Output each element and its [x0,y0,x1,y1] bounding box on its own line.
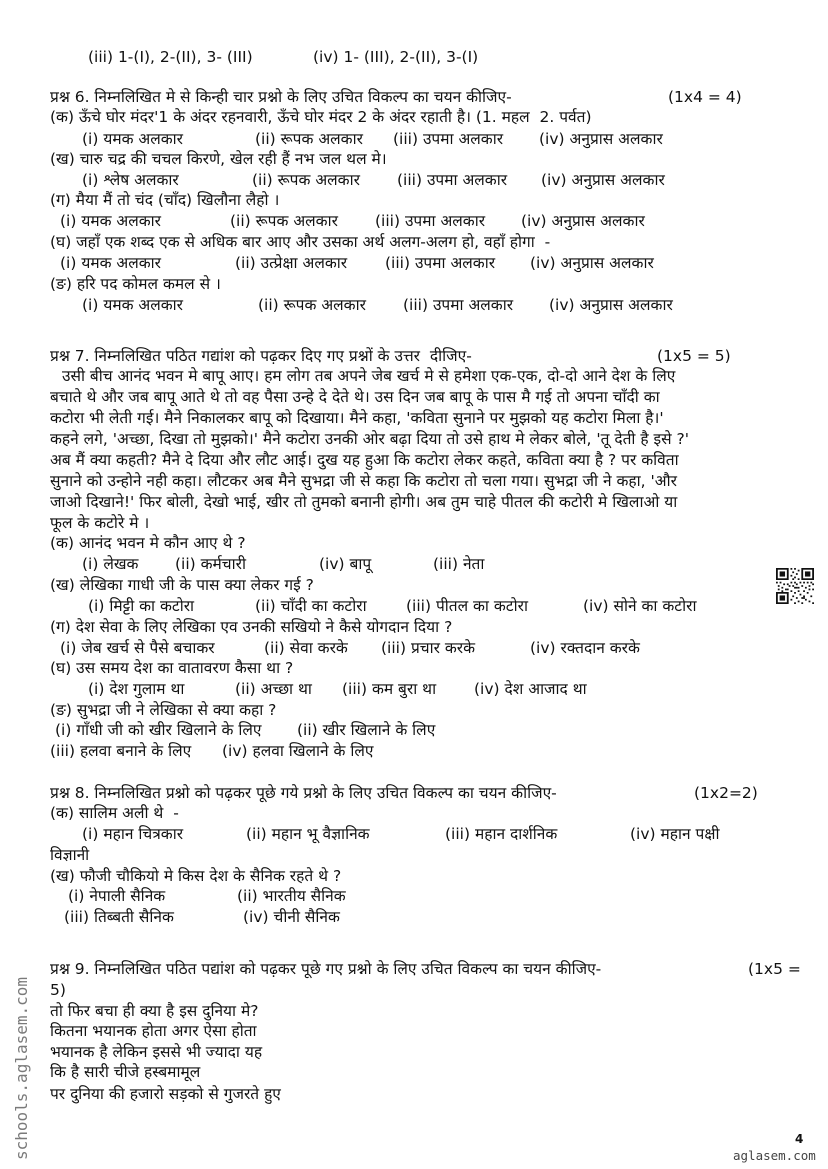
answer-option: (iii) महान दार्शनिक [445,825,558,843]
marks-label: (1x4 = 4) [668,88,742,106]
answer-option: (ii) खीर खिलाने के लिए [297,721,436,739]
answer-option: (iv) 1- (III), 2-(II), 3-(I) [313,48,479,66]
answer-option: (ii) अच्छा था [235,680,312,698]
answer-option: (iii) उपमा अलकार [393,130,504,148]
answer-option: (i) यमक अलकार [60,254,162,272]
answer-option: (iii) उपमा अलकार [385,254,496,272]
answer-option: (iv) अनुप्रास अलकार [539,130,663,148]
question-stem: (क) ऊँचे घोर मंदर'1 के अंदर रहनवारी, ऊँचे घोर मंदर 2 के अंदर रहाती है। (1. महल 2. पर्वत) [50,108,592,126]
answer-option: (i) यमक अलकार [82,130,184,148]
answer-option: (ii) रूपक अलकार [258,296,366,314]
poem-line: कि है सारी चीजे हस्बमामूल [50,1063,201,1081]
passage-line: कहने लगे, 'अच्छा, दिखा तो मुझको।' मैने कटोरा उनकी ओर बढ़ा दिया तो उसे हाथ मे लेकर बोले, 'तू देती है इसे ?' [50,430,690,448]
answer-option: (iv) रक्तदान करके [530,639,640,657]
passage-line: कटोरा भी लेती गई। मैने निकालकर बापू को दिखाया। मैने कहा, 'कविता सुनाने पर मुझको यह कटोरा मिला है।' [50,409,664,427]
answer-option: (iii) उपमा अलकार [397,171,508,189]
passage-line: बचाते थे और जब बापू आते थे तो वह पैसा उन्हे दे देते थे। उस दिन जब बापू के पास मै गई तो अपना चाँदी का [50,388,660,406]
answer-option: (iii) पीतल का कटोरा [406,597,528,615]
question-stem: (घ) जहाँ एक शब्द एक से अधिक बार आए और उसका अर्थ अलग-अलग हो, वहाँ होगा - [50,233,551,251]
answer-option: (ii) कर्मचारी [175,555,247,573]
answer-option: (i) यमक अलकार [60,212,162,230]
answer-option: (i) श्लेष अलकार [82,171,179,189]
answer-option: (iv) महान पक्षी [630,825,720,843]
question-stem: (ख) फौजी चौकियो मे किस देश के सैनिक रहते थे ? [50,867,342,885]
poem-line: भयानक है लेकिन इससे भी ज्यादा यह [50,1043,263,1061]
answer-option: (iv) सोने का कटोरा [583,597,697,615]
question-stem: (ङ) हरि पद कोमल कमल से । [50,275,221,293]
answer-option: (iii) नेता [433,555,485,573]
question-title: प्रश्न 6. निम्नलिखित मे से किन्ही चार प्रश्नो के लिए उचित विकल्प का चयन कीजिए- [50,88,512,106]
answer-option: (iv) अनुप्रास अलकार [530,254,654,272]
question-stem: (क) आनंद भवन मे कौन आए थे ? [50,534,246,552]
answer-option: (ii) उत्प्रेक्षा अलकार [235,254,348,272]
answer-option: (i) नेपाली सैनिक [68,887,166,905]
answer-option: (ii) महान भू वैज्ञानिक [246,825,370,843]
answer-option: (iv) हलवा खिलाने के लिए [222,742,374,760]
answer-option: (iii) हलवा बनाने के लिए [50,742,192,760]
marks-label: (1x2=2) [694,784,758,802]
answer-option: (iii) तिब्बती सैनिक [64,908,174,926]
passage-line: उसी बीच आनंद भवन मे बापू आए। हम लोग तब अपने जेब खर्च मे से हमेशा एक-एक, दो-दो आने देश के लिए [62,367,676,385]
answer-option: (ii) सेवा करके [264,639,348,657]
footer-site: aglasem.com [733,1148,816,1163]
passage-line: अब मैं क्या कहती? मैने दे दिया और लौट आई। दुख यह हुआ कि कटोरा लेकर कहते, कविता क्या है ? पर कविता [50,451,679,469]
answer-option-continuation: विज्ञानी [50,846,90,864]
passage-line: सुनाने को उन्होने नही कहा। लौटकर अब मैने सुभद्रा जी से कहा कि कटोरा तो चला गया। सुभद्रा जी ने कहा, 'और [50,472,677,490]
question-title: प्रश्न 9. निम्नलिखित पठित पद्यांश को पढ़कर पूछे गए प्रश्नो के लिए उचित विकल्प का चयन कीजिए- [50,960,602,978]
qr-code-icon [776,568,814,604]
poem-line: पर दुनिया की हजारो सड़को से गुजरते हुए [50,1085,281,1103]
answer-option: (ii) भारतीय सैनिक [237,887,346,905]
marks-label-continuation: 5) [50,981,66,999]
page-number: 4 [795,1132,804,1146]
answer-option: (i) यमक अलकार [82,296,184,314]
answer-option: (i) महान चित्रकार [82,825,184,843]
question-stem: (घ) उस समय देश का वातावरण कैसा था ? [50,659,294,677]
answer-option: (iv) चीनी सैनिक [243,908,340,926]
answer-option: (iv) अनुप्रास अलकार [541,171,665,189]
answer-option: (ii) रूपक अलकार [230,212,338,230]
question-stem: (ख) चारु चद्र की चचल किरणे, खेल रही हैं नभ जल थल मे। [50,150,387,168]
answer-option: (iii) उपमा अलकार [403,296,514,314]
passage-line: फूल के कटोरे मे । [50,514,150,532]
answer-option: (i) जेब खर्च से पैसे बचाकर [60,639,215,657]
question-stem: (ख) लेखिका गाधी जी के पास क्या लेकर गई ? [50,576,314,594]
answer-option: (ii) चाँदी का कटोरा [255,597,367,615]
side-watermark: schools.aglasem.com [12,976,31,1160]
question-stem: (ग) देश सेवा के लिए लेखिका एव उनकी सखियो ने कैसे योगदान दिया ? [50,618,453,636]
question-stem: (ग) मैया मैं तो चंद (चाँद) खिलौना लैहो । [50,191,280,209]
answer-option: (iii) प्रचार करके [381,639,476,657]
passage-line: जाओ दिखाने!' फिर बोली, देखो भाई, खीर तो तुमको बनानी होगी। अब तुम चाहे पीतल की कटोरी मे खिलाओ या [50,493,678,511]
answer-option: (i) मिट्टी का कटोरा [88,597,195,615]
question-title: प्रश्न 7. निम्नलिखित पठित गद्यांश को पढ़कर दिए गए प्रश्नों के उत्तर दीजिए- [50,347,472,365]
poem-line: तो फिर बचा ही क्या है इस दुनिया मे? [50,1002,259,1020]
marks-label: (1x5 = [748,960,801,978]
marks-label: (1x5 = 5) [657,347,731,365]
answer-option: (ii) रूपक अलकार [252,171,360,189]
answer-option: (iv) देश आजाद था [474,680,587,698]
answer-option: (iii) कम बुरा था [342,680,437,698]
answer-option: (ii) रूपक अलकार [255,130,363,148]
answer-option: (iii) 1-(I), 2-(II), 3- (III) [88,48,253,66]
answer-option: (i) लेखक [82,555,139,573]
answer-option: (iv) अनुप्रास अलकार [549,296,673,314]
question-title: प्रश्न 8. निम्नलिखित प्रश्नो को पढ़कर पूछे गये प्रश्नो के लिए उचित विकल्प का चयन कीजिए- [50,784,557,802]
answer-option: (i) देश गुलाम था [88,680,185,698]
answer-option: (iv) बापू [319,555,372,573]
question-stem: (क) सालिम अली थे - [50,804,179,822]
answer-option: (iv) अनुप्रास अलकार [521,212,645,230]
question-stem: (ङ) सुभद्रा जी ने लेखिका से क्या कहा ? [50,701,277,719]
answer-option: (iii) उपमा अलकार [375,212,486,230]
answer-option: (i) गाँधी जी को खीर खिलाने के लिए [55,721,262,739]
poem-line: कितना भयानक होता अगर ऐसा होता [50,1022,257,1040]
